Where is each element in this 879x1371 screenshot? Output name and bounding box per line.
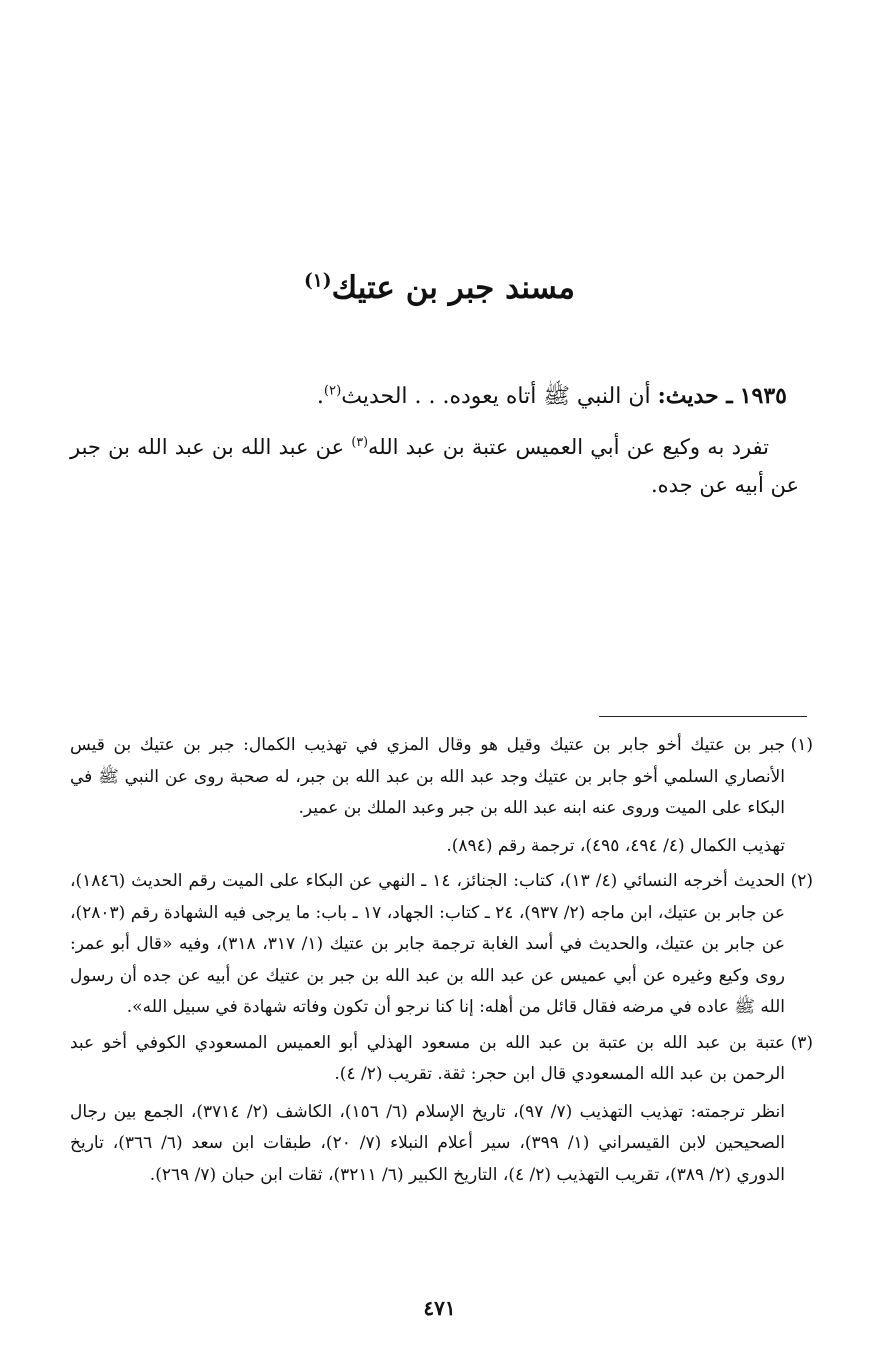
footnote-2	[70, 866, 813, 1024]
footnote-body	[70, 866, 785, 1024]
hadith-end: .	[316, 384, 324, 409]
footnote-number: (٢)	[790, 871, 813, 891]
body-text-part2: عن عبد الله بن عبد الله بن جبر عن أبيه عن جده.	[70, 435, 799, 497]
footnote-paragraph: الحديث أخرجه النسائي (٤/ ١٣)، كتاب: الجنائز، ١٤ ـ النهي عن البكاء على الميت رقم الحديث (١٨٤٦)، عن جابر بن عتيك، ابن ماجه (٢/ ٩٣٧)، ٢٤ ـ كتاب: الجهاد، ١٧ ـ باب: ما يرجى فيه الشهادة رقم (٢٨٠٣)، عن جابر بن عتيك، والحديث في أسد الغابة ترجمة جابر بن عتيك (١/ ٣١٧، ٣١٨)، وفيه «قال أبو عمر: روى وكيع وغيره عن أبي عميس عن عبد الله بن عبد الله بن جبر بن عتيك عن أبيه عن جده أن رسول الله ﷺ عاده في مرضه فقال قائل من أهله: إنا كنا نرجو أن تكون وفاته شهادة في سبيل الله».	[70, 871, 785, 1017]
footnote-marker-1: (١)	[303, 270, 332, 292]
body-paragraph	[70, 428, 799, 504]
footnote-paragraph: جبر بن عتيك أخو جابر بن عتيك وقيل هو وقال المزي في تهذيب الكمال: جبر بن عتيك بن قيس الأنصاري السلمي أخو جابر بن عتيك وجد عبد الله بن عبد الله بن جبر، له صحبة روى عن النبي ﷺ في البكاء على الميت وروى عنه ابنه عبد الله بن جبر وعبد الملك بن عمير.	[70, 735, 785, 818]
hadith-heading	[70, 382, 787, 414]
footnotes-section	[70, 730, 813, 1195]
footnote-marker-2: (٢)	[323, 383, 342, 399]
hadith-label: ـ حديث:	[657, 383, 733, 409]
footnote-paragraph: عتبة بن عبد الله بن عتبة بن عبد الله بن مسعود الهذلي أبو العميس المسعودي الكوفي أخو عبد الرحمن بن عبد الله المسعودي قال ابن حجر: ثقة. تقريب (٢/ ٤).	[70, 1032, 785, 1084]
footnote-body	[70, 730, 785, 862]
footnote-1	[70, 730, 813, 862]
section-title-text: مسند جبر بن عتيك	[331, 270, 576, 306]
footnote-marker-3: (٣)	[351, 434, 369, 449]
footnote-body	[70, 1028, 785, 1192]
hadith-number: ١٩٣٥	[739, 383, 787, 409]
footnote-reference: تهذيب الكمال (٤/ ٤٩٤، ٤٩٥)، ترجمة رقم (٨٩٤).	[446, 835, 785, 856]
footnote-reference: انظر ترجمته: تهذيب التهذيب (٧/ ٩٧)، تاريخ الإسلام (٦/ ١٥٦)، الكاشف (٢/ ٣٧١٤)، الجمع بين رجال الصحيحين لابن القيسراني (١/ ٣٩٩)، سير أعلام النبلاء (٧/ ٢٠)، طبقات ابن سعد (٦/ ٣٦٦)، تاريخ الدوري (٢/ ٣٨٩)، تقريب التهذيب (٢/ ٤)، التاريخ الكبير (٦/ ٣٢١١)، ثقات ابن حبان (٧/ ٢٦٩).	[70, 1101, 786, 1185]
body-text-part1: تفرد به وكيع عن أبي العميس عتبة بن عبد الله	[368, 435, 769, 459]
page-number: ٤٧١	[423, 1296, 456, 1320]
footnote-separator	[599, 716, 807, 717]
hadith-text: أن النبي ﷺ أتاه يعوده. . . الحديث	[341, 384, 651, 409]
footnote-number: (٣)	[790, 1032, 813, 1053]
footnote-number: (١)	[790, 735, 813, 755]
footnote-3	[70, 1028, 813, 1192]
section-title	[0, 270, 879, 306]
